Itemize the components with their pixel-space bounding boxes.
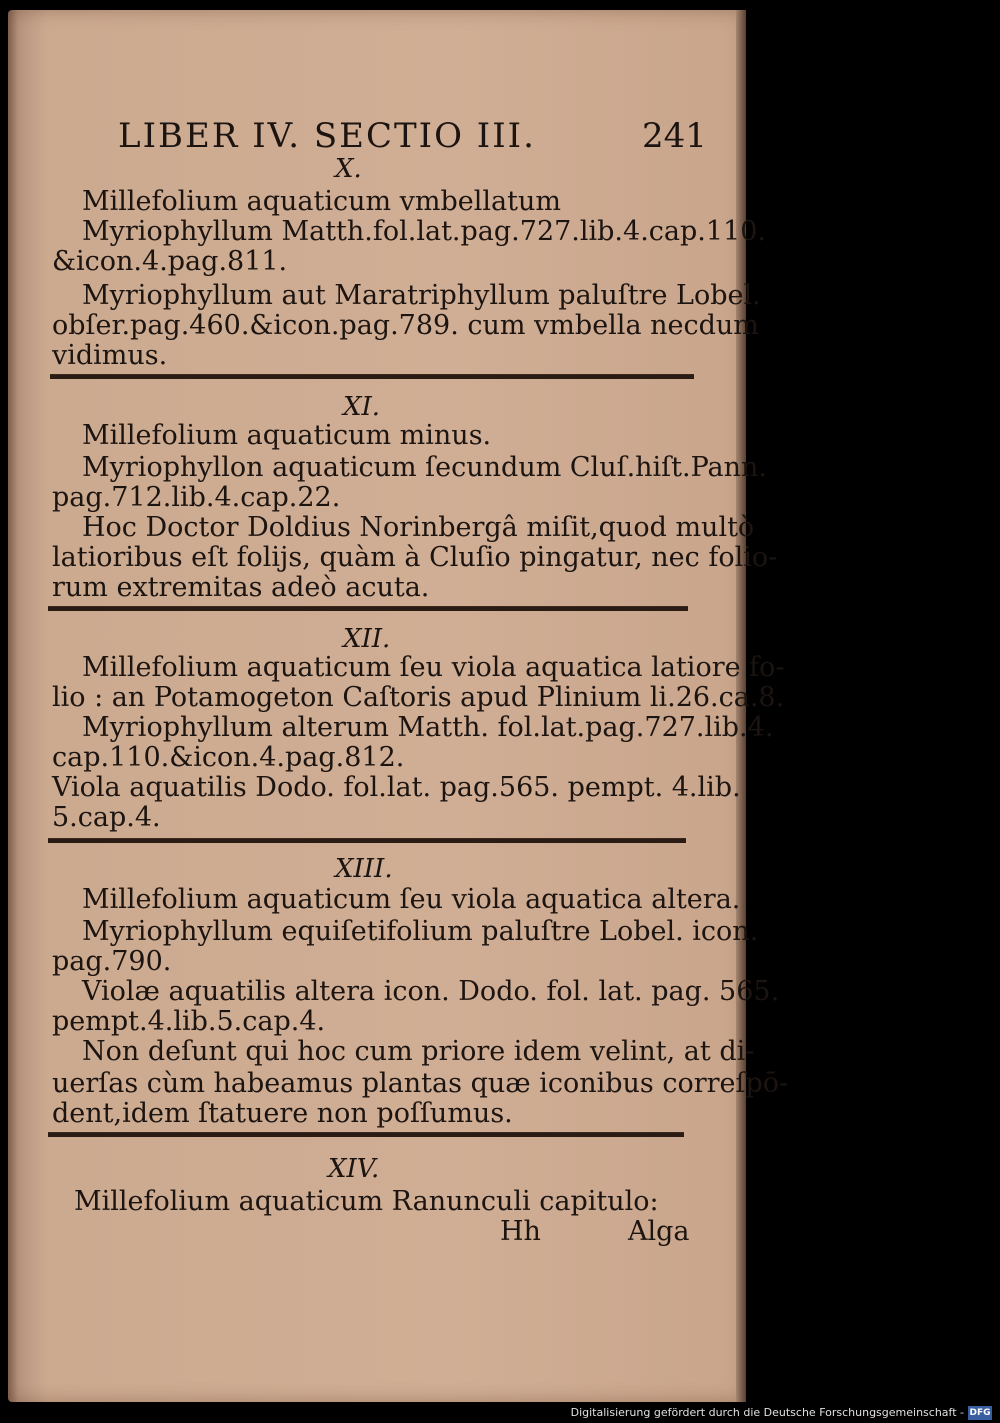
section-rule xyxy=(48,606,688,611)
text-line: Viola aquatilis Dodo. fol.lat. pag.565. pempt. 4.lib. xyxy=(52,772,741,803)
text-line: latioribus eſt folijs, quàm à Cluſio pingatur, nec folio- xyxy=(52,542,778,573)
section-numeral: XIII. xyxy=(335,854,393,884)
text-line: Myriophyllum Matth.fol.lat.pag.727.lib.4.cap.110. xyxy=(82,216,766,247)
page-number: 241 xyxy=(642,116,707,156)
digitization-credit: Digitalisierung gefördert durch die Deutsche Forschungsgemeinschaft - xyxy=(570,1406,964,1419)
section-numeral: XI. xyxy=(343,392,381,422)
signature-mark: Hh xyxy=(500,1216,541,1247)
text-line: pempt.4.lib.5.cap.4. xyxy=(52,1006,326,1037)
text-line: Millefolium aquaticum minus. xyxy=(82,420,492,451)
running-head: LIBER IV. SECTIO III. xyxy=(118,116,536,156)
text-line: Non deſunt qui hoc cum priore idem velint, at di- xyxy=(82,1036,755,1067)
text-line: 5.cap.4. xyxy=(52,802,161,833)
text-line: Myriophyllum equiſetifolium paluſtre Lobel. icon. xyxy=(82,916,759,947)
text-line: cap.110.&icon.4.pag.812. xyxy=(52,742,405,773)
text-line: Millefolium aquaticum vmbellatum xyxy=(82,186,561,217)
section-rule xyxy=(48,1132,684,1137)
text-line: Myriophyllum alterum Matth. fol.lat.pag.727.lib.4. xyxy=(82,712,774,743)
section-rule xyxy=(50,374,694,379)
dfg-logo: DFG xyxy=(969,1408,991,1418)
text-line: Violæ aquatilis altera icon. Dodo. fol. lat. pag. 565. xyxy=(82,976,780,1007)
text-line: pag.790. xyxy=(52,946,172,977)
text-line: Hoc Doctor Doldius Norinbergâ miſit,quod multò xyxy=(82,512,755,543)
text-line: Millefolium aquaticum ſeu viola aquatica latiore fo- xyxy=(82,652,785,683)
section-numeral: XIV. xyxy=(328,1154,380,1184)
section-numeral: XII. xyxy=(343,624,391,654)
text-line: Millefolium aquaticum ſeu viola aquatica altera. xyxy=(82,884,741,915)
text-line: &icon.4.pag.811. xyxy=(52,246,288,277)
text-line: dent,idem ſtatuere non poſſumus. xyxy=(52,1098,513,1129)
text-line: Myriophyllon aquaticum ſecundum Cluſ.hiſt.Pann. xyxy=(82,452,768,483)
section-numeral: X. xyxy=(335,154,362,184)
text-line: pag.712.lib.4.cap.22. xyxy=(52,482,341,513)
text-line: Myriophyllum aut Maratriphyllum paluſtre Lobel. xyxy=(82,280,761,311)
catchword: Alga xyxy=(628,1216,690,1247)
text-line: obſer.pag.460.&icon.pag.789. cum vmbella necdum xyxy=(52,310,759,341)
section-rule xyxy=(48,838,686,843)
text-line: vidimus. xyxy=(52,340,168,371)
text-line: lio : an Potamogeton Caſtoris apud Plinium li.26.ca.8. xyxy=(52,682,785,713)
text-line: rum extremitas adeò acuta. xyxy=(52,572,430,603)
text-line: Millefolium aquaticum Ranunculi capitulo: xyxy=(74,1186,659,1217)
text-line: uerſas cùm habeamus plantas quæ iconibus correſpō- xyxy=(52,1068,789,1099)
